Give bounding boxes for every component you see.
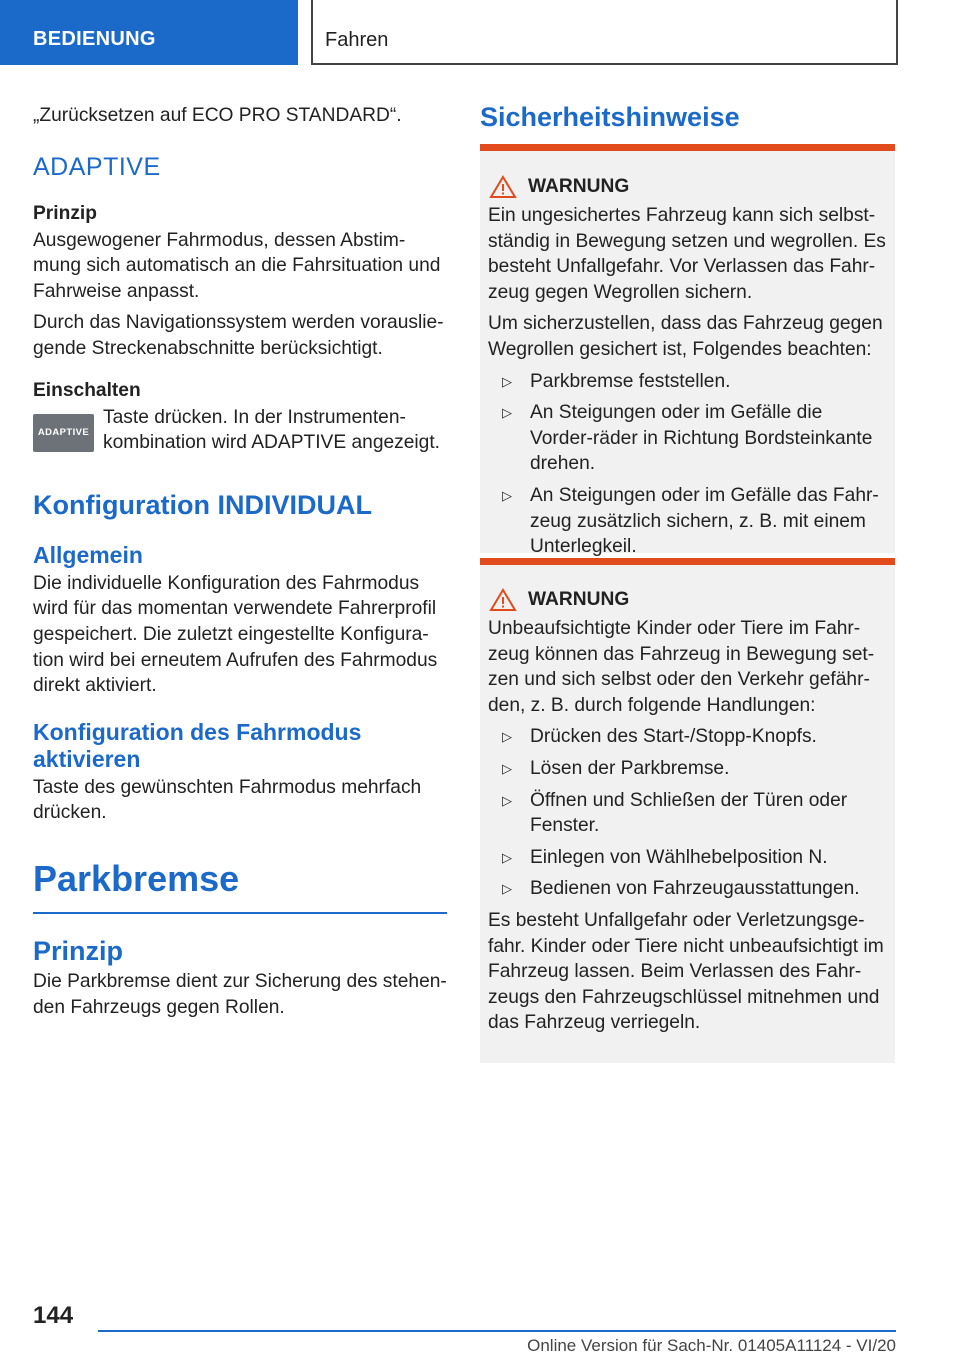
triangle-bullet-icon: ▷ bbox=[502, 760, 512, 776]
warning-2-bullet-4-text: Einlegen von Wählhebelposition N. bbox=[530, 846, 828, 868]
einschalten-text: Taste drücken. In der Instrumenten-kombination wird ADAPTIVE angezeigt. bbox=[103, 406, 441, 454]
triangle-bullet-icon: ▷ bbox=[502, 729, 512, 745]
warning-2-bullet-3 bbox=[488, 788, 887, 839]
warning-2-text-2: Es besteht Unfallgefahr oder Verletzungsge-fahr. Kinder oder Tiere nicht unbeaufsichtigt im Fahrzeug lassen. Beim Verlassen des Fahr-zeugs den Fahrzeugschlüssel mitnehmen und das Fahrzeug verriegeln. bbox=[488, 909, 884, 1034]
allgemein-heading: Allgemein bbox=[33, 541, 143, 568]
header-section-label: BEDIENUNG bbox=[33, 28, 156, 50]
warning-1-bullet-1-text: Parkbremse feststellen. bbox=[530, 370, 731, 392]
prinzip-text-2: Durch das Navigationssystem werden vorauslie-gende Streckenabschnitte berücksichtigt. bbox=[33, 312, 444, 359]
parkbremse-heading: Parkbremse bbox=[33, 857, 240, 899]
prinzip-label: Prinzip bbox=[33, 202, 97, 224]
warning-1-bullet-3 bbox=[488, 483, 887, 560]
triangle-bullet-icon: ▷ bbox=[502, 881, 512, 897]
warning-2-bullet-1 bbox=[488, 724, 887, 750]
warning-1-bullet-2-text: An Steigungen oder im Gefälle die Vorder-räder in Richtung Bordsteinkante drehen. bbox=[530, 402, 873, 475]
intro-text: „Zurücksetzen auf ECO PRO STANDARD“. bbox=[33, 105, 402, 126]
prinzip-text-1: Ausgewogener Fahrmodus, dessen Abstim-mung sich automatisch an die Fahrsituation und Fahrweise anpasst. bbox=[33, 229, 441, 302]
triangle-bullet-icon: ▷ bbox=[502, 487, 512, 503]
warning-2-bullet-5 bbox=[488, 876, 887, 902]
konfig-aktiv-heading: Konfiguration des Fahrmodus aktivieren bbox=[33, 718, 362, 772]
konfig-aktiv-text: Taste des gewünschten Fahrmodus mehrfach drücken. bbox=[33, 776, 422, 824]
warning-triangle-icon bbox=[489, 175, 517, 199]
triangle-bullet-icon: ▷ bbox=[502, 405, 512, 421]
footer-online-version: Online Version für Sach-Nr. 01405A11124 - VI/20 bbox=[527, 1336, 896, 1355]
header-chapter-title: Fahren bbox=[325, 29, 389, 51]
warning-1-bullet-1 bbox=[488, 369, 887, 395]
warning-1-bullet-2 bbox=[488, 400, 887, 477]
warning-2-bullet-2-text: Lösen der Parkbremse. bbox=[530, 757, 730, 779]
warning-2-header bbox=[488, 588, 887, 612]
left-column bbox=[33, 103, 447, 1020]
warning-2-bullet-5-text: Bedienen von Fahrzeugausstattungen. bbox=[530, 878, 860, 900]
warning-2-bullet-2 bbox=[488, 756, 887, 782]
warning-box-2 bbox=[480, 558, 895, 1063]
warning-triangle-icon bbox=[489, 588, 517, 612]
warning-2-bullet-3-text: Öffnen und Schließen der Türen oder Fenster. bbox=[530, 789, 848, 837]
prinzip-heading-2: Prinzip bbox=[33, 935, 124, 966]
einschalten-row bbox=[33, 405, 447, 456]
warning-1-header bbox=[488, 175, 887, 199]
adaptive-heading: ADAPTIVE bbox=[33, 152, 161, 181]
warning-1-text-1: Ein ungesichertes Fahrzeug kann sich selbst-ständig in Bewegung setzen und wegrollen. Es besteht Unfallgefahr. Vor Verlassen das Fahr-zeug gegen Wegrollen sichern. bbox=[488, 205, 886, 303]
warning-2-bullet-4 bbox=[488, 845, 887, 871]
warning-box-1 bbox=[480, 144, 895, 558]
triangle-bullet-icon: ▷ bbox=[502, 792, 512, 808]
einschalten-label: Einschalten bbox=[33, 379, 141, 401]
warning-2-bullet-1-text: Drücken des Start-/Stopp-Knopfs. bbox=[530, 726, 817, 748]
warning-2-title: WARNUNG bbox=[528, 589, 630, 610]
warning-1-text-2: Um sicherzustellen, dass das Fahrzeug gegen Wegrollen gesichert ist, Folgendes beachten: bbox=[488, 313, 883, 360]
header-chapter-box bbox=[311, 0, 898, 65]
adaptive-button-icon: ADAPTIVE bbox=[33, 414, 94, 452]
parkbremse-rule bbox=[33, 912, 447, 914]
warning-1-title: WARNUNG bbox=[528, 176, 630, 197]
triangle-bullet-icon: ▷ bbox=[502, 373, 512, 389]
warning-1-bullet-3-text: An Steigungen oder im Gefälle das Fahr-zeug zusätzlich sichern, z. B. mit einem Unterlegkeil. bbox=[530, 484, 879, 558]
prinzip-text-3: Die Parkbremse dient zur Sicherung des stehen-den Fahrzeugs gegen Rollen. bbox=[33, 970, 447, 1018]
konfig-heading: Konfiguration INDIVIDUAL bbox=[33, 489, 372, 520]
footer-rule bbox=[98, 1330, 896, 1332]
sicherheitshinweise-heading: Sicherheitshinweise bbox=[480, 102, 740, 132]
page-number: 144 bbox=[33, 1302, 74, 1329]
triangle-bullet-icon: ▷ bbox=[502, 849, 512, 865]
warning-2-text-1: Unbeaufsichtigte Kinder oder Tiere im Fahr-zeug können das Fahrzeug in Bewegung set-zen und sich selbst oder den Verkehr gefähr-den, z. B. durch folgende Handlungen: bbox=[488, 618, 875, 716]
allgemein-text: Die individuelle Konfiguration des Fahrmodus wird für das momentan verwendete Fahrerprofil gespeichert. Die zuletzt eingestellte Konfigura-tion wird bei erneutem Aufrufen des Fahrmodus direkt aktiviert. bbox=[33, 572, 438, 697]
